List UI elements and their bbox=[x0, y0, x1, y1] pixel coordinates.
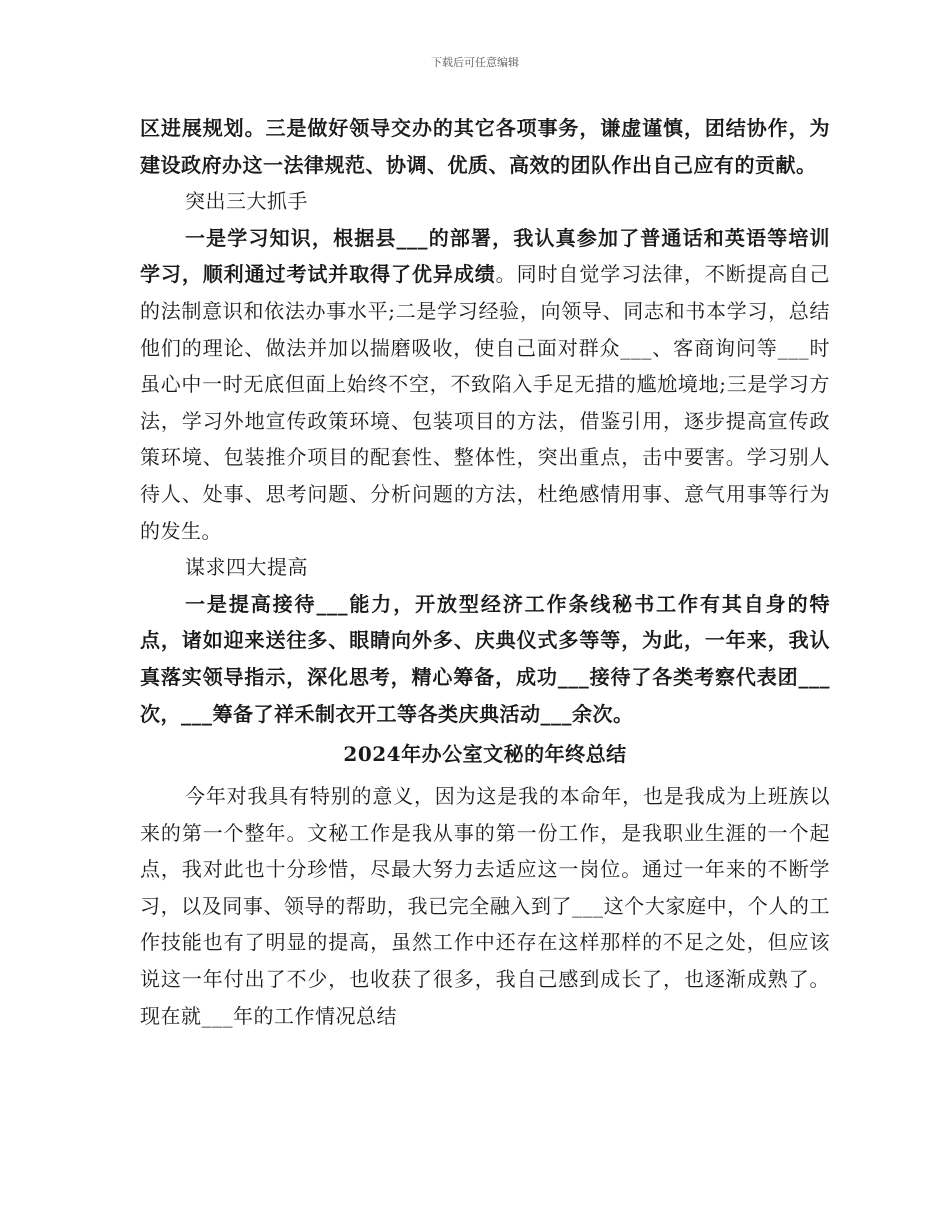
paragraph-study bbox=[140, 220, 830, 549]
section-heading-four-improvements: 谋求四大提高 bbox=[185, 555, 308, 580]
paragraph-study-rest: 。同时自觉学习法律，不断提高自己的法制意识和依法办事水平;二是学习经验，向领导、同志和书本学习，总结他们的理论、做法并加以揣磨吸收，使自己面对群众___、客商询问等___时虽心中一时无底但面上始终不空，不致陷入手足无措的尴尬境地;三是学习方法，学习外地宣传政策环境、包装项目的方法，借鉴引用，逐步提高宣传政策环境、包装推介项目的配套性、整体性，突出重点，击中要害。学习别人待人、处事、思考问题、分析问题的方法，杜绝感情用事、意气用事等行为的发生。 bbox=[140, 262, 830, 543]
document-body bbox=[140, 110, 830, 1034]
paragraph-reception: 一是提高接待___能力，开放型经济工作条线秘书工作有其自身的特点，诸如迎来送往多、眼睛向外多、庆典仪式多等等，为此，一年来，我认真落实领导指示，深化思考，精心筹备，成功___接待了各类考察代表团___次，___筹备了祥禾制衣开工等各类庆典活动___余次。 bbox=[140, 591, 830, 726]
section-heading-three-focuses: 突出三大抓手 bbox=[185, 189, 308, 214]
paragraph-summary-intro: 今年对我具有特别的意义，因为这是我的本命年，也是我成为上班族以来的第一个整年。文秘工作是我从事的第一份工作，是我职业生涯的一个起点，我对此也十分珍惜，尽最大努力去适应这一岗位。通过一年来的不断学习，以及同事、领导的帮助，我已完全融入到了___这个大家庭中，个人的工作技能也有了明显的提高，虽然工作中还存在这样那样的不足之处，但应该说这一年付出了不少，也收获了很多，我自己感到成长了，也逐渐成熟了。现在就___年的工作情况总结 bbox=[140, 784, 830, 1028]
paragraph-continuation: 区进展规划。三是做好领导交办的其它各项事务，谦虚谨慎，团结协作，为建设政府办这一法律规范、协调、优质、高效的团队作出自己应有的贡献。 bbox=[140, 116, 830, 177]
header-note: 下载后可任意编辑 bbox=[431, 56, 519, 69]
document-title: 2024年办公室文秘的年终总结 bbox=[343, 742, 627, 767]
paragraph-study-bold: 一是学习知识，根据县___的部署，我认真参加了普通话和英语等培训学习，顺利通过考试并取得了优异成绩 bbox=[140, 225, 830, 287]
